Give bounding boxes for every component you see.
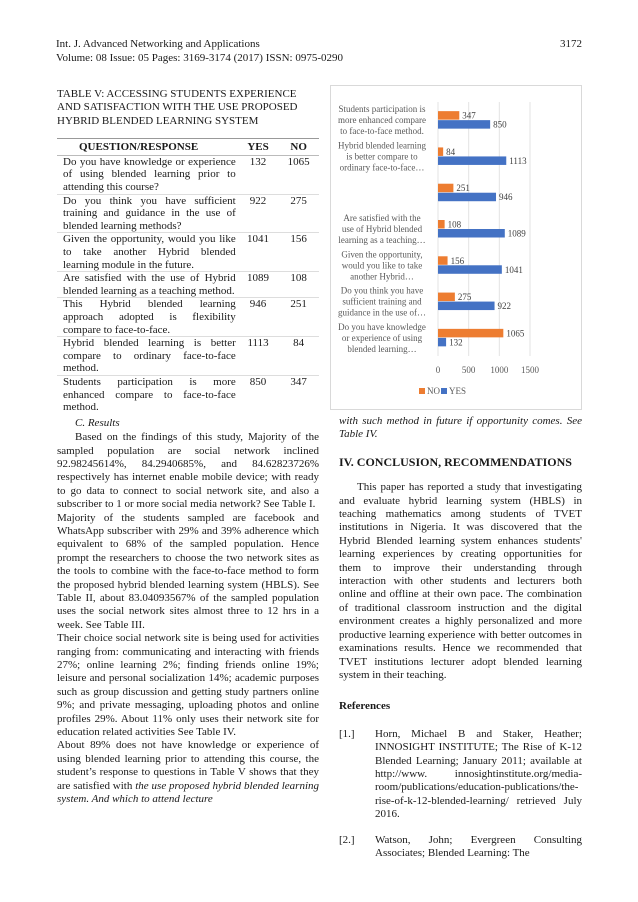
- data-label: 850: [493, 119, 507, 130]
- data-label: 84: [446, 146, 456, 157]
- data-label: 132: [449, 337, 463, 348]
- x-tick-label: 500: [461, 365, 476, 375]
- journal-name: Int. J. Advanced Networking and Applications: [56, 38, 260, 50]
- running-header: [56, 37, 343, 65]
- results-paragraph-1: Based on the findings of this study, Majority of the sampled population are social network inclined 92.98245614%, 84.2940685%, and 84.62823726% respectively has internet enable mobile device; with ready to go data to connect to social network site, and also a subscriber to 1 or more social media network? See Table I.: [57, 431, 319, 511]
- bar-no: [438, 184, 453, 193]
- table-cell-yes: 850: [238, 375, 279, 413]
- table-row: [57, 233, 319, 272]
- data-label: 1113: [509, 155, 527, 166]
- left-column: [57, 88, 319, 806]
- category-label: Students participation is: [338, 104, 426, 115]
- results-paragraph-3: Their choice social network site is being used for activities ranging from: communicating and interacting with friends 27%; online learning 2%; finding friends online 19%; leisure and personal socialization 14%; academic purposes such as group discussion and getting study partners online 9%; and private messaging, uploading photos and online profiles 29%. About 11% only uses their network site for education related activities See Table IV.: [57, 632, 319, 739]
- data-label: 347: [462, 110, 476, 121]
- table-body: [57, 155, 319, 413]
- bar-no: [438, 111, 459, 120]
- data-label: 946: [499, 192, 513, 203]
- table-cell-question: Hybrid blended learning is better compare to ordinary face-to-face method.: [57, 337, 238, 376]
- legend-swatch: [441, 388, 447, 394]
- category-label: use of Hybrid blended: [341, 224, 423, 234]
- references-heading: References: [339, 700, 391, 713]
- data-label: 1089: [507, 228, 526, 239]
- bar-yes: [438, 338, 446, 347]
- bar-no: [438, 147, 443, 156]
- bar-yes: [438, 229, 505, 238]
- conclusion-heading: IV. CONCLUSION, RECOMMENDATIONS: [339, 454, 572, 469]
- yes-no-bar-chart: [330, 85, 582, 410]
- bar-yes: [438, 265, 502, 274]
- table-cell-no: 156: [278, 233, 319, 272]
- table-cell-no: 108: [278, 272, 319, 298]
- page-number: 3172: [560, 38, 582, 50]
- table-cell-yes: 922: [238, 194, 279, 233]
- table-row: [57, 337, 319, 376]
- table-cell-no: 251: [278, 298, 319, 337]
- table-cell-yes: 1089: [238, 272, 279, 298]
- chart-canvas: [331, 86, 581, 409]
- bar-no: [438, 220, 445, 229]
- x-tick-label: 1500: [521, 365, 539, 375]
- table-cell-question: This Hybrid blended learning approach adopted is flexibility compare to face-to-face.: [57, 298, 238, 337]
- table-cell-no: 347: [278, 375, 319, 413]
- category-label: or experience of using: [341, 332, 423, 343]
- table-row: [57, 155, 319, 194]
- conclusion-paragraph: This paper has reported a study that investigating and evaluate hybrid learning system (HBLS) in teaching mathematics among students of TVET institutions in Nigeria. It was discovered that the Hybrid Blended learning system enhances students' learning experiences by creating opportunities for them to improve their understanding through interaction with other students and lecturers both online and offline at their own pace. The combination of traditional classroom instruction and the digital environment creates a highly personalized and more productive learning experience with better outcomes in examinations results. Hence we recommended that TVET institutions lecturer adopt blended learning system in their teaching.: [339, 481, 582, 681]
- data-label: 1065: [506, 328, 525, 339]
- bar-no: [438, 293, 455, 302]
- category-label: would you like to take: [341, 260, 423, 271]
- bar-yes: [438, 120, 490, 129]
- category-label: to face-to-face method.: [340, 126, 424, 137]
- bar-yes: [438, 156, 506, 165]
- category-label: more enhanced compare: [338, 115, 426, 126]
- category-label: guidance in the use of…: [338, 307, 426, 318]
- table-cell-question: Students participation is more enhanced compare to face-to-face method.: [57, 375, 238, 413]
- table-header-row: [57, 139, 319, 156]
- results-heading: C. Results: [75, 416, 120, 429]
- results-paragraph-4: [57, 739, 319, 806]
- table-row: [57, 194, 319, 233]
- category-label: Do you think you have: [340, 285, 424, 296]
- results-continuation: with such method in future if opportunity comes. See Table IV.: [339, 415, 582, 441]
- table-cell-question: Do you think you have sufficient training and guidance in the use of blended learning methods?: [57, 194, 238, 233]
- right-column: [339, 415, 582, 872]
- category-label: learning as a teaching…: [338, 235, 426, 245]
- bar-yes: [438, 302, 495, 311]
- category-label: Do you have knowledge: [338, 321, 426, 332]
- table-v: [57, 138, 319, 413]
- reference-number: [2.]: [339, 833, 355, 846]
- table-cell-yes: 1041: [238, 233, 279, 272]
- table-row: [57, 298, 319, 337]
- table-cell-yes: 946: [238, 298, 279, 337]
- reference-item: [339, 834, 582, 861]
- category-label: blended learning…: [347, 343, 417, 354]
- table-title: TABLE V: ACCESSING STUDENTS EXPERIENCE AND SATISFACTION WITH THE USE PROPOSED HYBRID BLENDED LEARNING SYSTEM: [57, 88, 298, 127]
- data-label: 108: [447, 219, 462, 230]
- table-cell-yes: 1113: [238, 337, 279, 376]
- table-cell-yes: 132: [238, 155, 279, 194]
- legend-swatch: [419, 388, 425, 394]
- category-label: ordinary face-to-face…: [339, 162, 425, 173]
- journal-issue: Volume: 08 Issue: 05 Pages: 3169-3174 (2017) ISSN: 0975-0290: [56, 52, 344, 64]
- table-cell-no: 275: [278, 194, 319, 233]
- category-label: another Hybrid…: [350, 271, 414, 282]
- table-row: [57, 375, 319, 413]
- reference-text: Horn, Michael B and Staker, Heather; INNOSIGHT INSTITUTE; The Rise of K-12 Blended Learning; January 2011; available at http://www. innosightinstitute.org/media-room/publications/education-publications/the-rise-of-k-12-blended-learning/ retrieved July 2016.: [375, 727, 582, 821]
- category-label: is better compare to: [346, 151, 418, 162]
- x-tick-label: 0: [435, 365, 441, 375]
- results-paragraph-2: Majority of the students sampled are facebook and WhatsApp subscriber with 29% and 39% adherence which equivalent to 68% of the sampled population. Hence prompt the researchers to choose the two network sites as the tools to combine with the face-to-face method to form the proposed hybrid blended learning system (HBLS). See Table II, about 83.04093567% of the sampled population uses the social network sites almost three to 12 hrs in a week. See Table III.: [57, 511, 319, 631]
- bar-no: [438, 329, 503, 338]
- category-label: Hybrid blended learning: [338, 140, 426, 151]
- bar-yes: [438, 193, 496, 202]
- results-paragraph-4-text: About 89% does not have knowledge or experience of using blended learning prior to attending this course, the student’s response to questions in Table V shows that they are satisfied with: [57, 739, 319, 792]
- x-tick-label: 1000: [490, 365, 509, 375]
- reference-number: [1.]: [339, 727, 355, 740]
- reference-item: [339, 728, 582, 822]
- reference-text: Watson, John; Evergreen Consulting Associates; Blended Learning: The: [375, 833, 582, 859]
- table-cell-no: 84: [278, 337, 319, 376]
- category-label: Are satisfied with the: [343, 213, 421, 223]
- col-header-question: QUESTION/RESPONSE: [57, 139, 238, 156]
- category-label: sufficient training and: [342, 296, 422, 307]
- data-label: 275: [457, 292, 472, 303]
- legend-label: NO: [427, 386, 440, 396]
- data-label: 156: [450, 255, 465, 266]
- results-paragraph-4-italic: the use proposed hybrid blended learning system. And which to attend lecture: [57, 779, 319, 806]
- legend-label: YES: [449, 386, 467, 396]
- table-row: [57, 272, 319, 298]
- table-cell-question: Given the opportunity, would you like to take another Hybrid blended learning module in the future.: [57, 233, 238, 272]
- data-label: 922: [497, 301, 512, 312]
- bar-no: [438, 256, 448, 265]
- table-cell-no: 1065: [278, 155, 319, 194]
- table-cell-question: Do you have knowledge or experience of using blended learning prior to attending this course?: [57, 155, 238, 194]
- col-header-no: NO: [278, 139, 319, 156]
- table-cell-question: Are satisfied with the use of Hybrid blended learning as a teaching method.: [57, 272, 238, 298]
- data-label: 251: [456, 183, 470, 194]
- col-header-yes: YES: [238, 139, 279, 156]
- data-label: 1041: [504, 264, 523, 275]
- category-label: Given the opportunity,: [341, 249, 423, 260]
